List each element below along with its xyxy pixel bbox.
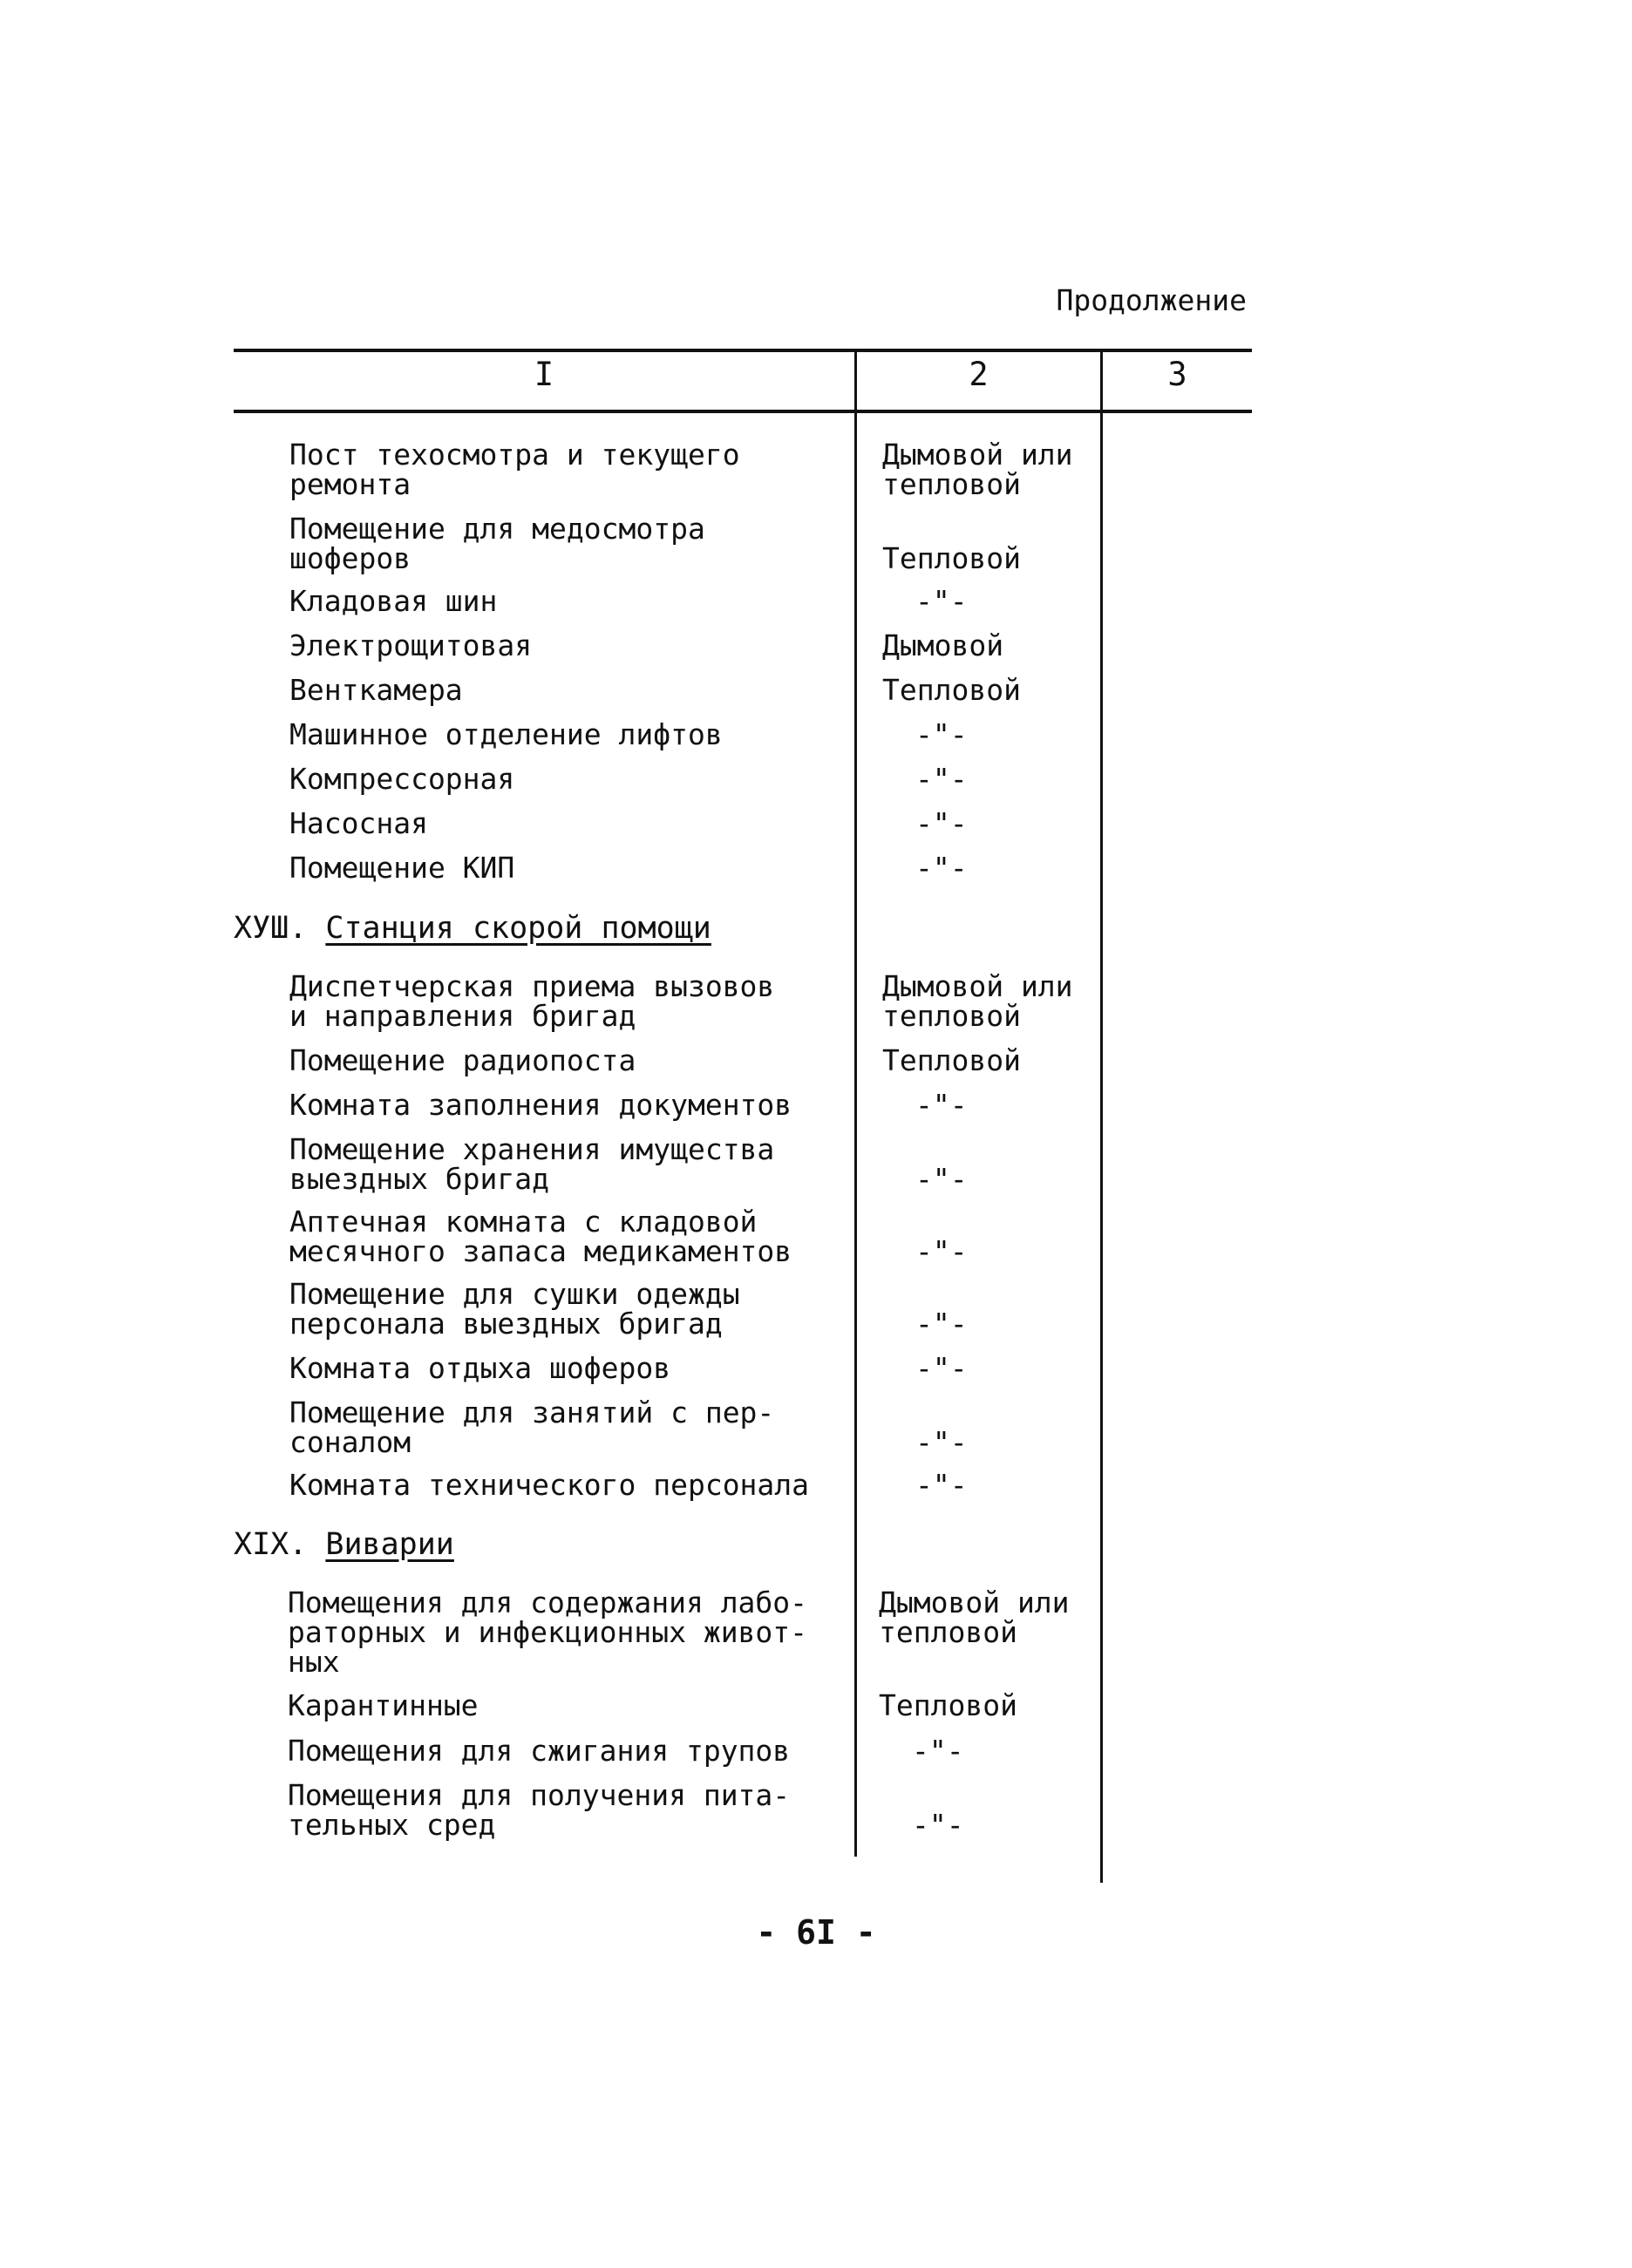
row-detector: Дымовой bbox=[882, 628, 1004, 662]
row-detector: Дымовой или тепловой bbox=[882, 438, 1073, 501]
column-divider-2 bbox=[1100, 349, 1103, 1883]
row-detector: -"- bbox=[915, 851, 968, 885]
row-name: Пост техосмотра и текущего ремонта bbox=[289, 438, 740, 501]
header-bottom-rule bbox=[234, 410, 1252, 413]
table-top-rule bbox=[234, 349, 1252, 352]
row-name: Насосная bbox=[289, 806, 428, 840]
row-detector: -"- bbox=[912, 1734, 964, 1768]
column-header-2: 2 bbox=[969, 356, 989, 393]
row-detector: Тепловой bbox=[882, 541, 1021, 575]
row-detector: -"- bbox=[915, 806, 968, 840]
row-detector: -"- bbox=[915, 1425, 968, 1459]
row-detector: Тепловой bbox=[882, 1043, 1021, 1077]
continuation-label: Продолжение bbox=[1056, 283, 1247, 317]
row-detector: Дымовой или тепловой bbox=[879, 1586, 1070, 1649]
row-detector: -"- bbox=[915, 1351, 968, 1385]
row-name: Помещения для содержания лабо- раторных и инфекционных живот- ных bbox=[288, 1586, 808, 1679]
row-name: Комната технического персонала bbox=[289, 1468, 810, 1502]
section-heading-19 bbox=[234, 1527, 454, 1562]
row-detector: -"- bbox=[915, 1162, 968, 1196]
row-name: Помещение для медосмотра шоферов bbox=[289, 512, 705, 575]
row-name: Помещение радиопоста bbox=[289, 1043, 636, 1077]
row-detector: -"- bbox=[915, 1088, 968, 1122]
row-name: Электрощитовая bbox=[289, 628, 533, 662]
row-name: Помещения для сжигания трупов bbox=[288, 1734, 791, 1768]
row-name: Помещение хранения имущества выездных бригад bbox=[289, 1132, 775, 1196]
row-detector: -"- bbox=[915, 1307, 968, 1341]
row-name: Карантинные bbox=[288, 1688, 479, 1722]
row-name: Комната отдыха шоферов bbox=[289, 1351, 671, 1385]
row-detector: -"- bbox=[915, 584, 968, 618]
section-heading-18 bbox=[234, 911, 711, 946]
row-detector: Тепловой bbox=[879, 1688, 1017, 1722]
column-divider-1 bbox=[854, 349, 857, 1857]
section-number: XIX. bbox=[234, 1527, 308, 1562]
row-detector: Дымовой или тепловой bbox=[882, 969, 1073, 1033]
row-detector: -"- bbox=[912, 1808, 964, 1842]
row-name: Компрессорная bbox=[289, 762, 515, 796]
row-name: Помещения для получения пита- тельных сред bbox=[288, 1778, 791, 1842]
row-name: Машинное отделение лифтов bbox=[289, 717, 723, 751]
row-name: Помещение для сушки одежды персонала выездных бригад bbox=[289, 1277, 740, 1341]
row-detector: -"- bbox=[915, 717, 968, 751]
row-name: Комната заполнения документов bbox=[289, 1088, 792, 1122]
page-number: - 6I - bbox=[756, 1913, 876, 1952]
section-title: Виварии bbox=[325, 1527, 454, 1562]
section-title: Станция скорой помощи bbox=[325, 911, 711, 946]
row-name: Помещение для занятий с пер- соналом bbox=[289, 1395, 775, 1459]
column-header-3: 3 bbox=[1167, 356, 1187, 393]
section-number: ХУШ. bbox=[234, 911, 308, 946]
row-name: Венткамера bbox=[289, 673, 463, 707]
row-name: Кладовая шин bbox=[289, 584, 498, 618]
row-name: Диспетчерская приема вызовов и направления бригад bbox=[289, 969, 775, 1033]
row-detector: -"- bbox=[915, 762, 968, 796]
row-detector: -"- bbox=[915, 1468, 968, 1502]
row-name: Аптечная комната с кладовой месячного запаса медикаментов bbox=[289, 1205, 792, 1268]
row-detector: -"- bbox=[915, 1234, 968, 1268]
row-detector: Тепловой bbox=[882, 673, 1021, 707]
column-header-1: I bbox=[534, 356, 554, 393]
row-name: Помещение КИП bbox=[289, 851, 515, 885]
